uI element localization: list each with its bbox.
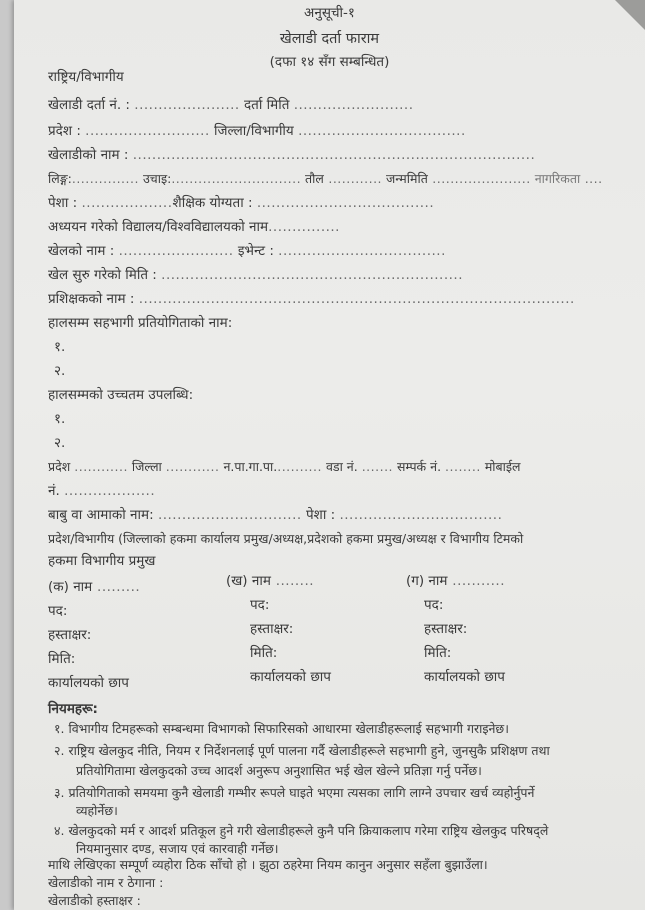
province-label: प्रदेश : [48, 123, 81, 139]
start-date-label: खेल सुरु गरेको मिति : [48, 267, 157, 283]
sport-field[interactable]: ........................ [118, 243, 234, 259]
competition-item[interactable]: १. [54, 339, 66, 355]
addr-municipality-field[interactable]: .......... [277, 459, 322, 474]
mobile-field[interactable]: ................... [64, 483, 156, 499]
citizenship-label: नागरिकता [534, 171, 581, 186]
mobile-no-label: नं. [48, 483, 60, 499]
rec-c-stamp: कार्यालयको छाप [424, 669, 505, 685]
rec-c-name-field[interactable]: ........... [447, 573, 505, 589]
form-sheet [14, 0, 645, 910]
contact-label: सम्पर्क नं. [397, 459, 442, 474]
form-title: खेलाडी दर्ता फाराम [279, 31, 380, 47]
player-name-row [48, 146, 535, 164]
recommendation-text: प्रदेश/विभागीय (जिल्लाको हकमा कार्यालय प्रमुख/अध्यक्ष,प्रदेशको हकमा प्रमुख/अध्यक्ष र विभागीय टिमको [48, 531, 524, 546]
rec-b-stamp: कार्यालयको छाप [250, 669, 331, 685]
form-subtitle: (दफा १४ सँग सम्बन्धित) [269, 54, 390, 70]
rec-b-post[interactable]: पद: [250, 597, 270, 613]
height-field[interactable]: ............................. [171, 171, 302, 186]
rec-b-name-label: (ख) नाम [226, 573, 271, 589]
addr-district-field[interactable]: ............ [165, 459, 220, 474]
rule-item [54, 784, 534, 802]
player-name-label: खेलाडीको नाम : [48, 147, 129, 163]
rec-a-name-label: (क) नाम [48, 579, 93, 595]
player-name-field[interactable]: .................................................................................... [132, 147, 536, 163]
schedule-label: अनुसूची-१ [304, 5, 355, 21]
parent-field[interactable]: .............................. [157, 507, 302, 523]
province-row [48, 122, 466, 140]
weight-field[interactable]: ............ [323, 171, 383, 186]
rule-number: ४. [54, 823, 65, 838]
rec-b-signature[interactable]: हस्ताक्षर: [250, 621, 294, 637]
reg-no-label: खेलाडी दर्ता नं. : [48, 97, 130, 113]
rule-text-cont: व्यहोर्नेछ। [76, 803, 118, 818]
district-dept-field[interactable]: ................................... [298, 123, 466, 139]
rec-b-name-field[interactable]: ........ [270, 573, 315, 589]
gender-field[interactable]: ............... [71, 171, 139, 186]
addr-district-label: जिल्ला [131, 459, 162, 474]
citizenship-field[interactable]: .... [580, 171, 603, 186]
start-date-row [48, 266, 463, 284]
school-label: अध्ययन गरेको विद्यालय/विश्वविद्यालयको नाम [48, 219, 269, 235]
competitions-label: हालसम्म सहभागी प्रतियोगिताको नाम: [48, 315, 233, 331]
rule-item [54, 822, 548, 840]
rule-text: खेलकुदको मर्म र आदर्श प्रतिकूल हुने गरी खेलाडीहरूले कुनै पनि क्रियाकलाप गरेमा राष्ट्रिय खेलकुद परिषद्ले [68, 823, 549, 838]
rule-text: राष्ट्रिय खेलकुद नीति, नियम र निर्देशनलाई पूर्ण पालना गर्दै खेलाडीहरूले सहभागी हुने, जुनसुकै प्रशिक्षण तथा [68, 743, 550, 758]
event-label: इभेन्ट : [237, 243, 274, 259]
start-date-field[interactable]: ............................................................... [161, 267, 464, 283]
parent-row [48, 506, 502, 524]
school-field[interactable]: ............... [268, 219, 340, 235]
height-label: उचाइ: [142, 171, 172, 186]
occupation-row [48, 194, 434, 212]
rule-text: प्रतियोगिताको समयमा कुनै खेलाडी गम्भीर रूपले घाइते भएमा त्यसका लागि लाग्ने उपचार खर्च व्यहोर्नुपर्ने [68, 785, 535, 800]
district-dept-label: जिल्ला/विभागीय [214, 123, 294, 139]
coach-label: प्रशिक्षकको नाम : [48, 291, 135, 307]
dob-label: जन्ममिति [386, 171, 428, 186]
addr-ward-field[interactable]: ....... [361, 459, 394, 474]
rec-a-stamp: कार्यालयको छाप [48, 675, 129, 691]
parent-occupation-field[interactable]: .................................. [339, 507, 503, 523]
address-row [48, 458, 521, 476]
contact-field[interactable]: ........ [445, 459, 481, 474]
rec-a-signature[interactable]: हस्ताक्षर: [48, 627, 92, 643]
occupation-label: पेशा : [48, 195, 78, 211]
rule-text: विभागीय टिमहरूको सम्बन्धमा विभागको सिफारिसको आधारमा खेलाडीहरूलाई सहभागी गराइनेछ। [68, 721, 509, 736]
coach-row [48, 290, 575, 308]
rec-c-name-label: (ग) नाम [406, 573, 448, 589]
occupation-field[interactable]: ................... [81, 195, 173, 211]
footer-name-address[interactable]: खेलाडीको नाम र ठेगाना : [48, 875, 164, 890]
mobile-label: मोबाईल [484, 459, 521, 474]
rule-item [54, 720, 509, 738]
weight-label: तौल [305, 171, 324, 186]
achievement-item[interactable]: २. [54, 435, 66, 451]
achievement-item[interactable]: १. [54, 411, 66, 427]
coach-field[interactable]: ........................................................................................... [138, 291, 575, 307]
sport-label: खेलको नाम : [48, 243, 115, 259]
gender-label: लिङ्ग: [48, 171, 72, 186]
rec-b-name [226, 572, 314, 590]
rec-c-post[interactable]: पद: [424, 597, 444, 613]
recommendation-text-2: हकमा विभागीय प्रमुख [48, 553, 156, 569]
level-label: राष्ट्रिय/विभागीय [48, 69, 124, 85]
reg-no-row [48, 96, 414, 114]
addr-province-label: प्रदेश [48, 459, 71, 474]
rec-a-date[interactable]: मिति: [48, 651, 76, 667]
reg-date-field[interactable]: ......................... [293, 97, 414, 113]
parent-label: बाबु वा आमाको नाम: [48, 507, 154, 523]
rec-b-date[interactable]: मिति: [250, 645, 278, 661]
footer-signature[interactable]: खेलाडीको हस्ताक्षर : [48, 893, 141, 908]
declaration-text: माथि लेखिएका सम्पूर्ण व्यहोरा ठिक साँचो हो । झुठा ठहरेमा नियम कानुन अनुसार सहँला बुझाउँला। [48, 857, 488, 872]
rec-c-name [406, 572, 505, 590]
reg-date-label: दर्ता मिति [244, 97, 290, 113]
dob-field[interactable]: ...................... [427, 171, 531, 186]
addr-province-field[interactable]: ............ [74, 459, 128, 474]
rec-a-name-field[interactable]: ......... [92, 579, 141, 595]
education-field[interactable]: ..................................... [256, 195, 435, 211]
school-row [48, 218, 340, 236]
addr-municipality-label: न.पा.गा.पा. [223, 459, 278, 474]
sport-row [48, 242, 446, 260]
rule-text-cont: नियमानुसार दण्ड, सजाय एवं कारवाही गर्नेछ। [76, 841, 279, 856]
event-field[interactable]: ................................... [278, 243, 446, 259]
physical-row [48, 170, 603, 188]
rec-c-signature[interactable]: हस्ताक्षर: [424, 621, 468, 637]
achievement-label: हालसम्मको उच्चतम उपलब्धि: [48, 387, 194, 403]
rule-number: १. [54, 721, 65, 736]
rule-number: २. [54, 743, 65, 758]
rules-heading: नियमहरू: [48, 701, 98, 717]
rec-c-date[interactable]: मिति: [424, 645, 452, 661]
reg-no-field[interactable]: ...................... [134, 97, 240, 113]
rec-a-name [48, 578, 140, 596]
rule-number: ३. [54, 785, 65, 800]
mobile-row [48, 482, 155, 500]
competition-item[interactable]: २. [54, 363, 66, 379]
addr-ward-label: वडा नं. [325, 459, 358, 474]
rule-item [54, 742, 550, 760]
education-label: शैक्षिक योग्यता : [172, 195, 253, 211]
province-field[interactable]: .......................... [85, 123, 210, 139]
parent-occupation-label: पेशा : [305, 507, 336, 523]
rule-text-cont: प्रतियोगितामा खेलकुदको उच्च आदर्श अनुरूप अनुशासित भई खेल खेल्ने प्रतिज्ञा गर्नु पर्नेछ। [76, 763, 482, 778]
rec-a-post[interactable]: पद: [48, 603, 68, 619]
